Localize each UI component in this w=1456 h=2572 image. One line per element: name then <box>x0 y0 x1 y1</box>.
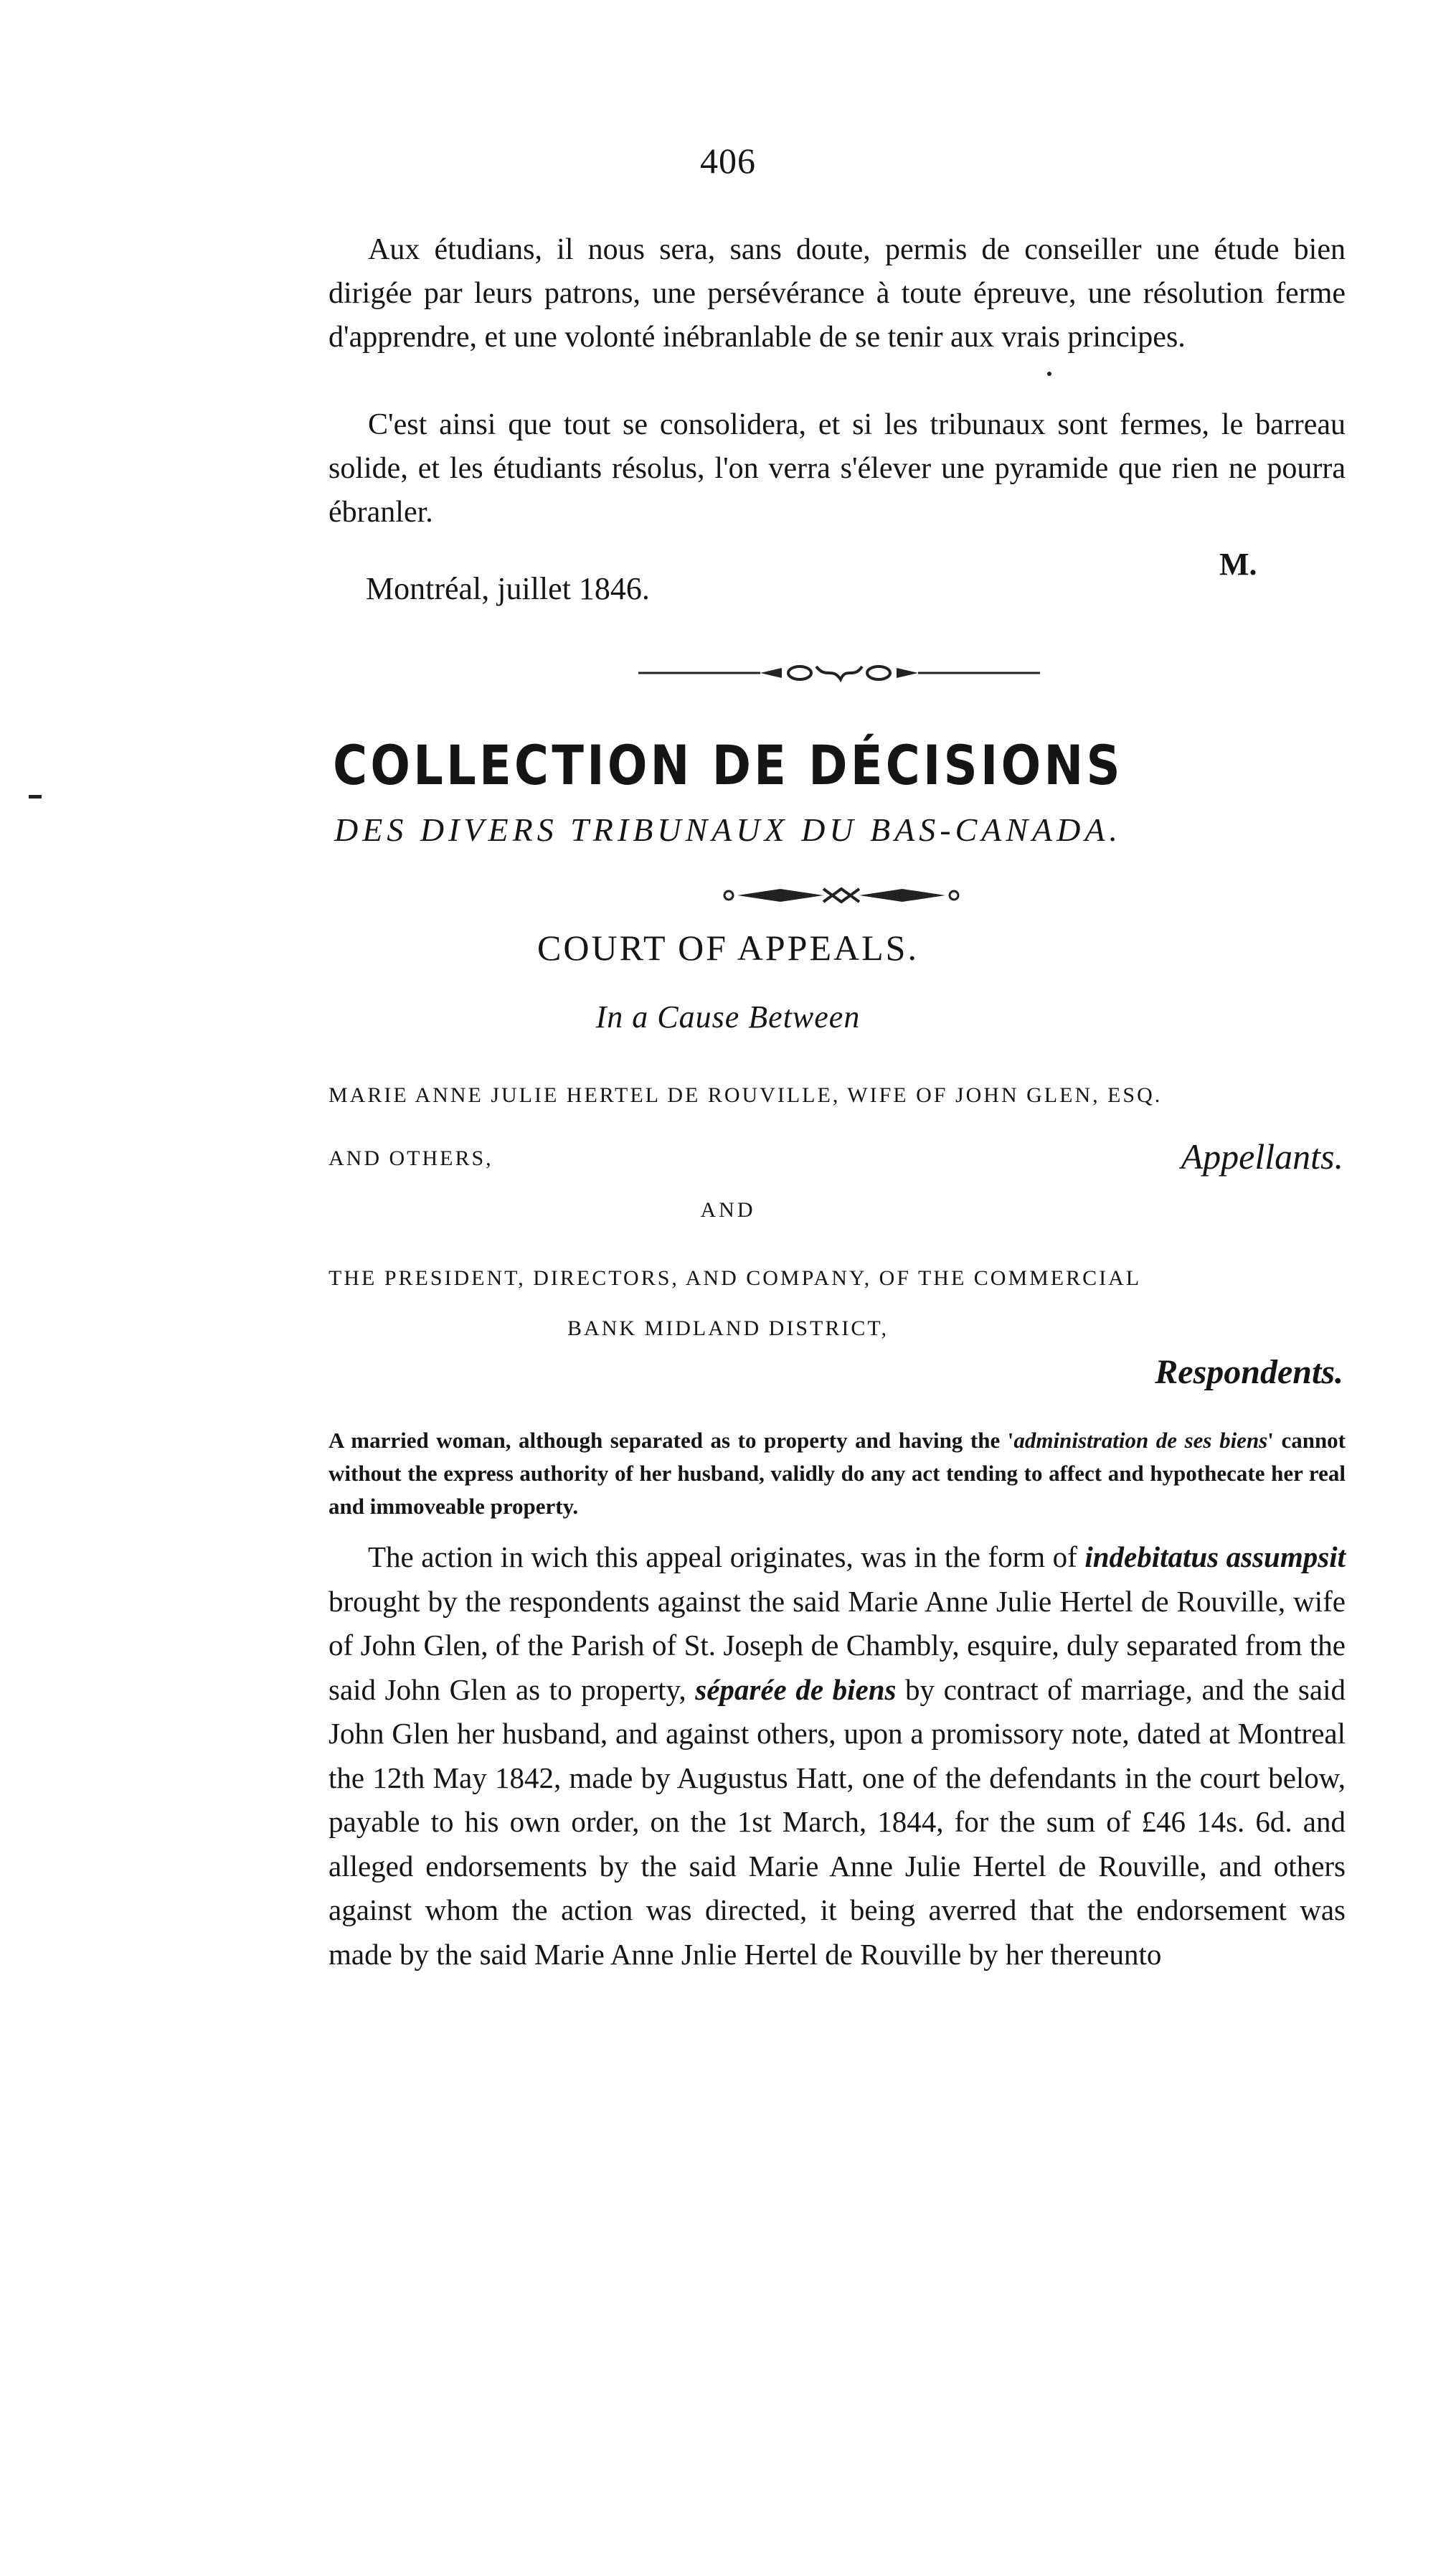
signoff-initial: M. <box>1219 547 1257 582</box>
ornament-divider-icon <box>638 664 1040 682</box>
court-heading: COURT OF APPEALS. <box>537 928 919 968</box>
headnote <box>328 1424 1346 1523</box>
respondents-label: Respondents. <box>1155 1353 1343 1391</box>
intro-paragraph-1: Aux étudians, il nous sera, sans doute, permis de conseiller une étude bien dirigée par leurs patrons, une persévérance à toute épreuve, une résolution ferme d'apprendre, et une volonté inébranlable de se tenir aux vrais principes. <box>328 233 1346 354</box>
small-ornament-icon <box>723 886 960 905</box>
collection-title: COLLECTION DE DÉCISIONS <box>333 733 1123 797</box>
body-text-2: brought by the respondents against the said Marie Anne Julie Hertel de Rouville, wife of John Glen, of the Parish of St. Joseph de Chambly, esquire, duly separated from the said John Glen as to property, <box>328 1584 1346 1706</box>
and-separator: AND <box>700 1198 756 1222</box>
appellants-label: Appellants. <box>1181 1136 1343 1177</box>
intro-paragraph-2: C'est ainsi que tout se consolidera, et si les tribunaux sont fermes, le barreau solide, et les étudiants résolus, l'on verra s'élever une pyramide que rien ne pourra ébranler. <box>328 408 1346 529</box>
margin-speck <box>29 795 42 799</box>
headnote-text-1: A married woman, although separated as to property and having the ' <box>328 1428 1014 1453</box>
body-text-1: The action in wich this appeal originates, was in the form of <box>368 1540 1085 1573</box>
headnote-text-2: ' cannot without the express authority of her husband, validly do any act tending to affect and hypothecate her real and immoveable property. <box>328 1428 1346 1519</box>
headnote-italic: administration de ses biens <box>1013 1428 1268 1453</box>
respondent-party: THE PRESIDENT, DIRECTORS, AND COMPANY, OF THE COMMERCIAL <box>328 1266 1142 1290</box>
appellant-party: MARIE ANNE JULIE HERTEL DE ROUVILLE, WIFE OF JOHN GLEN, ESQ. <box>328 1083 1163 1107</box>
cause-heading: In a Cause Between <box>595 999 861 1035</box>
body-paragraph <box>328 1535 1346 1977</box>
body-italic-1: indebitatus assumpsit <box>1084 1540 1346 1573</box>
body-text-3: by contract of marriage, and the said John Glen her husband, and against others, upon a promissory note, dated at Montreal the 12th May 1842, made by Augustus Hatt, one of the defendants in the court below, payable to his own order, on the 1st March, 1844, for the sum of £46 14s. 6d. and alleged endorsements by the said Marie Anne Julie Hertel de Rouville, and others against whom the action was directed, it being averred that the endorsement was made by the said Marie Anne Jnlie Hertel de Rouville by her thereunto <box>328 1672 1346 1971</box>
body-italic-2: séparée de biens <box>695 1672 897 1706</box>
collection-subtitle: DES DIVERS TRIBUNAUX DU BAS-CANADA. <box>334 811 1122 848</box>
respondent-party-continued: BANK MIDLAND DISTRICT, <box>567 1316 889 1340</box>
appellant-party-continued: AND OTHERS, <box>328 1146 493 1170</box>
ink-dot <box>1047 372 1051 376</box>
dateline: Montréal, juillet 1846. <box>366 571 650 606</box>
page-number: 406 <box>700 141 756 181</box>
